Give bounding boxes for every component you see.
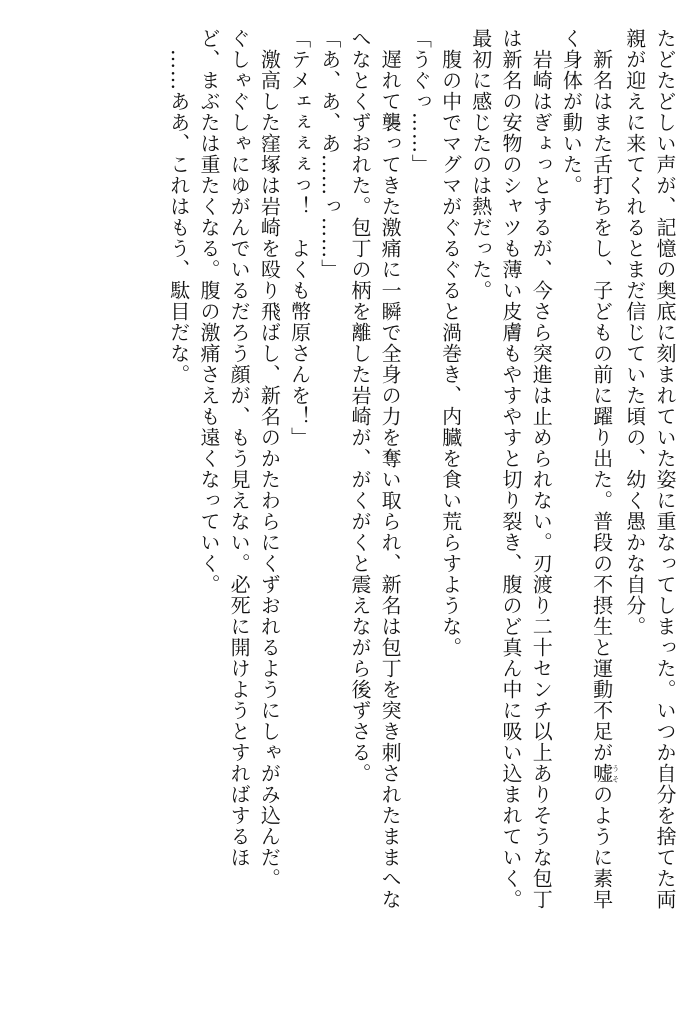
text-line-7: 最初に感じたのは熱だった。 [468,28,493,301]
text-line-2: 親が迎えに来てくれるとまだ信じていた頃の、幼く愚かな自分。 [622,28,647,637]
text-line-3 [586,28,619,988]
vertical-text-body [164,28,680,988]
text-line-17: ……ああ、これはもう、駄目だな。 [166,28,191,385]
text-line-4: く身体が動いた。 [559,28,584,196]
ruby-uso [589,763,620,784]
text-line-13: 「テメェぇぇぇっ！ よくも幣原さんを！」 [287,28,312,448]
text-line-15: ぐしゃぐしゃにゆがんでいるだろう顔が、もう見えない。必死に開けようとすればするほ [227,28,252,868]
ruby-base: 嘘 [589,763,614,784]
text-line-14: 激高した窪塚は岩崎を殴り飛ばし、新名のかたわらにくずおれるようにしゃがみ込んだ。 [257,28,282,889]
text-line-1: たどたどしい声が、記憶の奥底に刻まれていた姿に重なってしまった。いつか自分を捨てた両 [653,28,677,910]
text-line-5: 岩崎はぎょっとするが、今さら突進は止められない。刃渡り二十センチ以上ありそうな包丁 [529,28,554,910]
text-line-12: 「あ、あ、あ……っ……」 [317,28,342,280]
text-line-11: へなとくずおれた。包丁の柄を離した岩崎が、がくがくと震えながら後ずさる。 [347,28,372,784]
text-line-16: ど、まぶたは重たくなる。腹の激痛さえも遠くなっていく。 [196,28,221,595]
text-line-3-tail: のように素早 [589,784,614,910]
text-line-10: 遅れて襲ってきた激痛に一瞬で全身の力を奪い取られ、新名は包丁を突き刺されたままへな [378,28,403,910]
text-line-8: 腹の中でマグマがぐるぐると渦巻き、内臓を食い荒らすような。 [438,28,463,658]
ruby-reading: うそ [611,763,620,784]
text-line-3-main: 新名はまた舌打ちをし、子どもの前に躍り出た。普段の不摂生と運動不足が [589,28,614,763]
text-line-9: 「うぐっ……」 [408,28,433,175]
text-line-6: は新名の安物のシャツも薄い皮膚もやすやすと切り裂き、腹のど真ん中に吸い込まれていく。 [498,28,523,910]
